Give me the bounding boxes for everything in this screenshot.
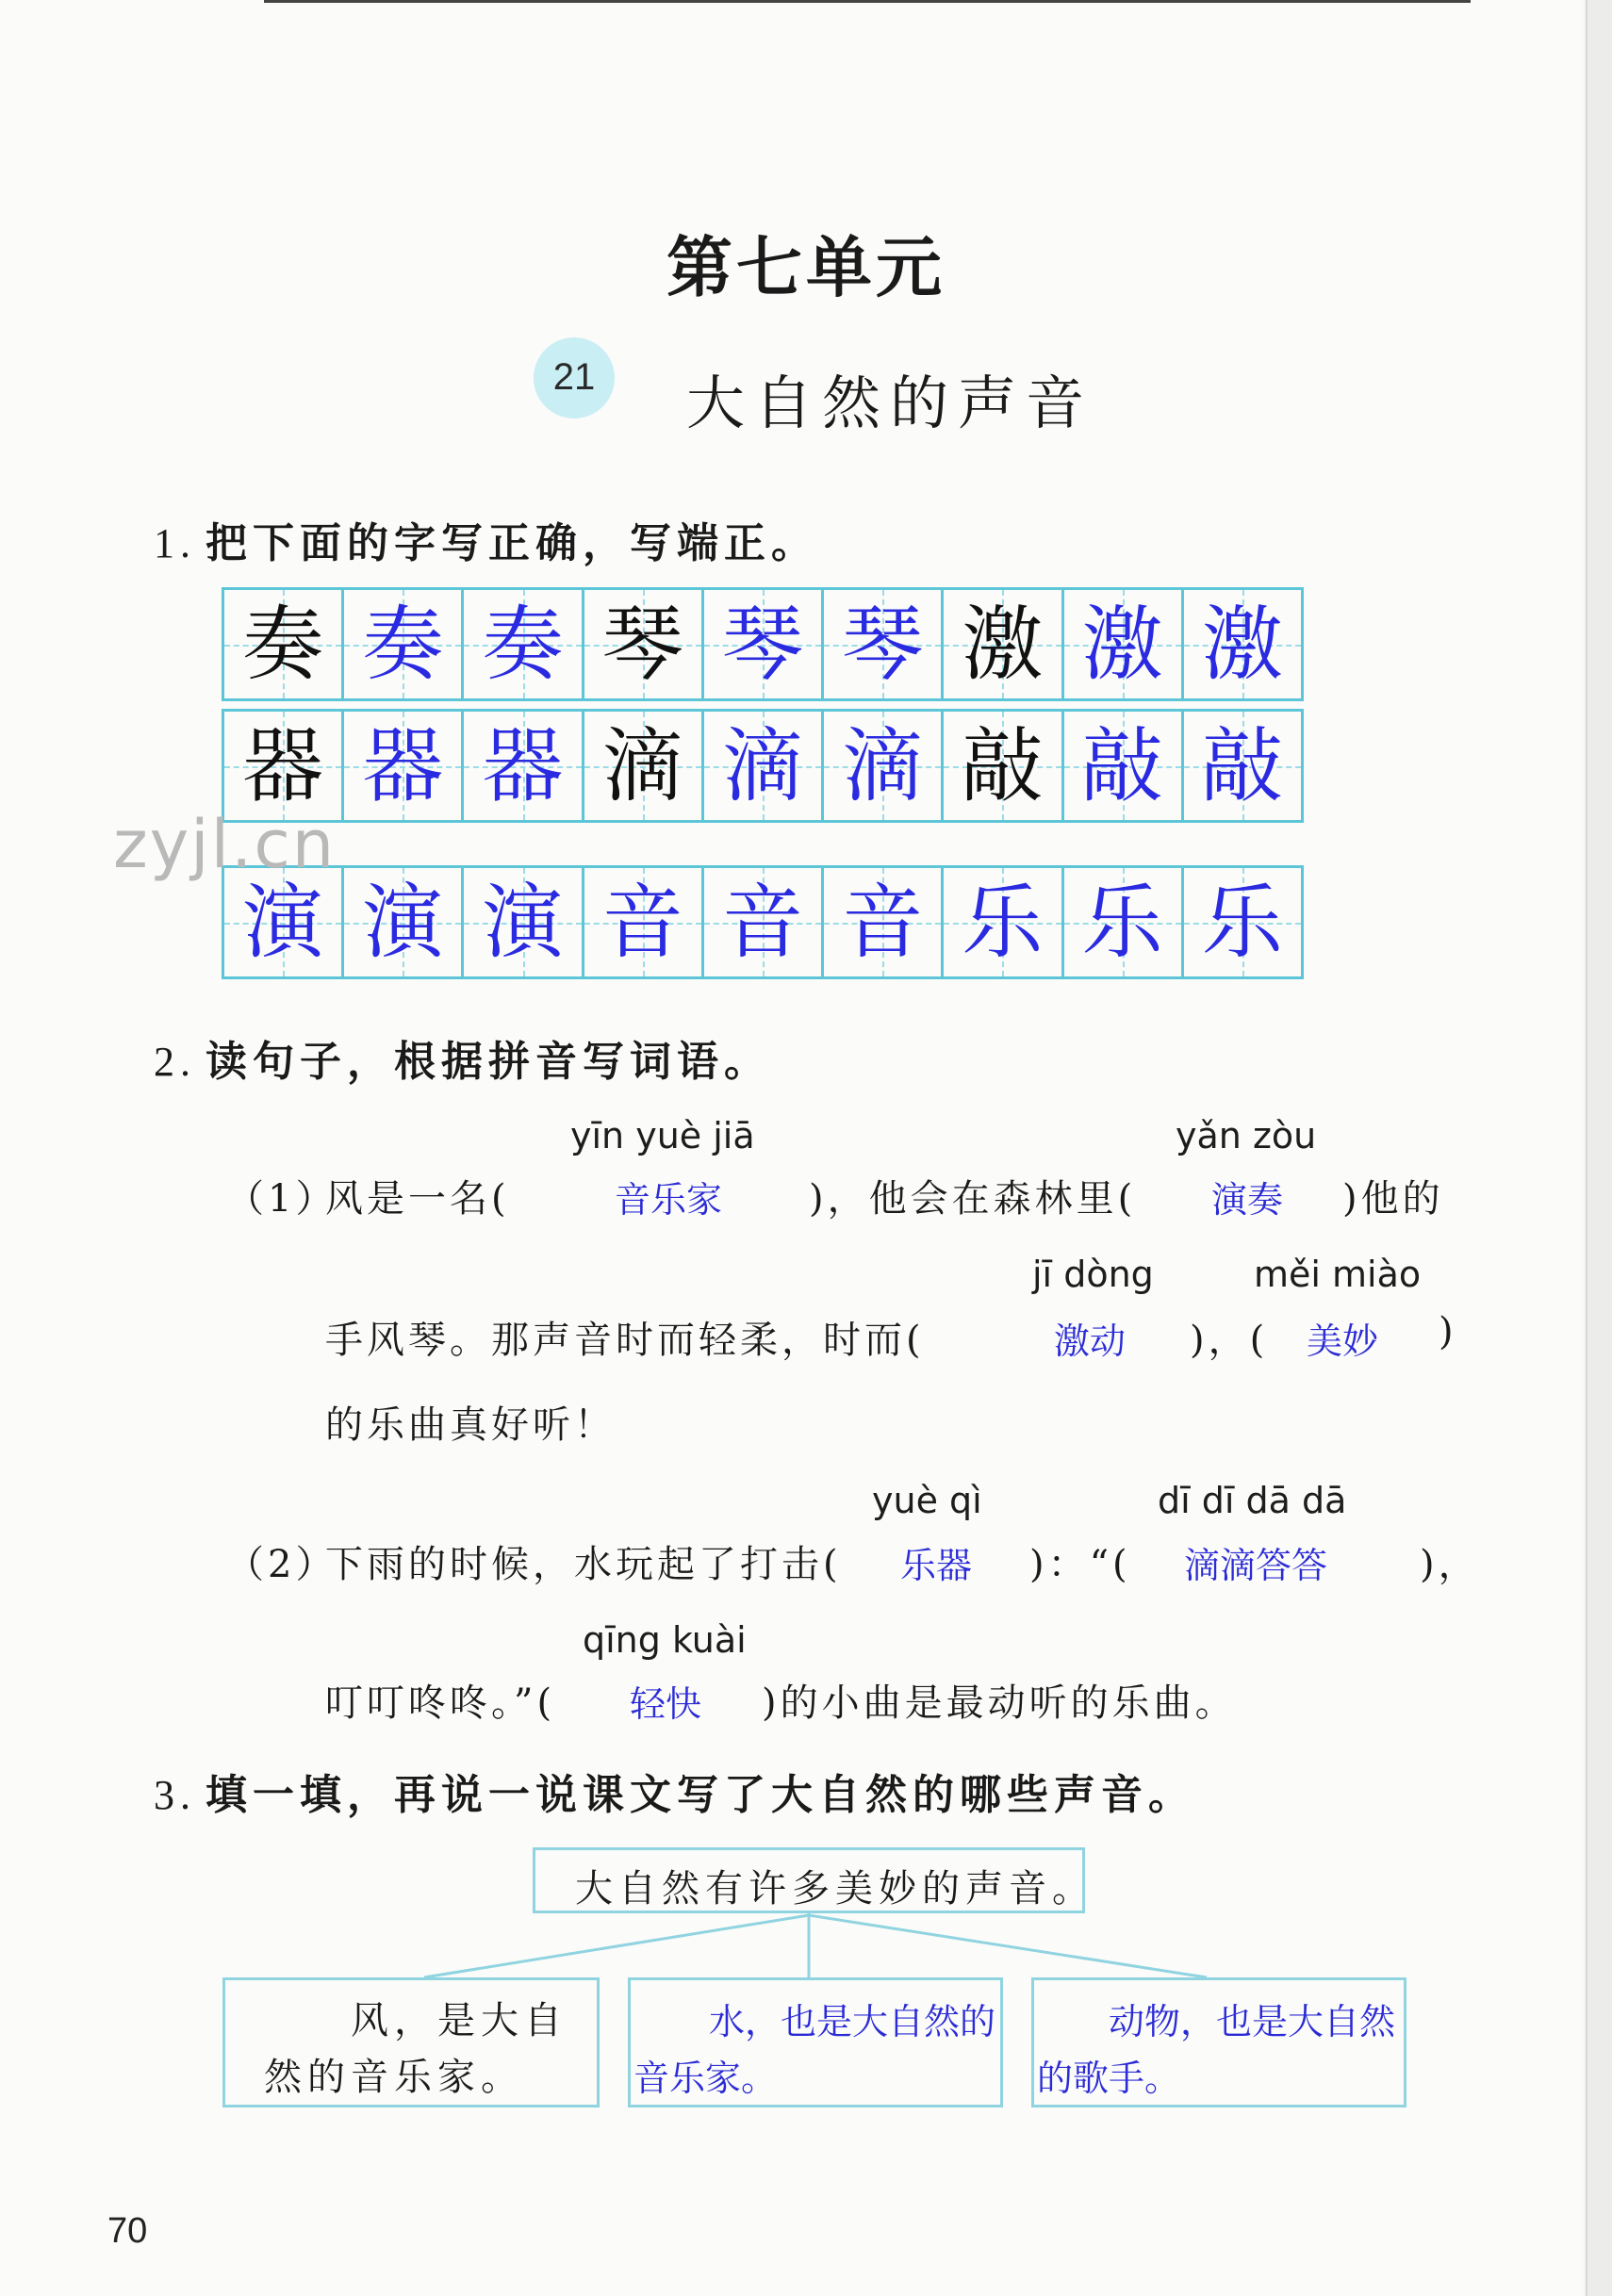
q3-text: 填一填，再说一说课文写了大自然的哪些声音。 xyxy=(206,1771,1195,1819)
grid-cell[interactable] xyxy=(341,868,461,976)
q1-number: 1. xyxy=(154,520,196,566)
grid-cell[interactable] xyxy=(341,590,461,698)
grid-cell[interactable] xyxy=(461,590,581,698)
handwritten-character: 音 xyxy=(721,875,803,970)
handwritten-character: 器 xyxy=(482,718,564,813)
handwritten-character: 敲 xyxy=(1081,718,1163,813)
handwritten-character: 琴 xyxy=(721,597,803,692)
answer-lively: 轻快 xyxy=(630,1683,702,1725)
top-rule xyxy=(264,0,1471,3)
model-character: 琴 xyxy=(601,597,683,692)
grid-cell[interactable] xyxy=(1181,712,1301,820)
grid-cell[interactable] xyxy=(1061,868,1181,976)
grid-cell[interactable] xyxy=(701,712,821,820)
q2-prompt xyxy=(154,1027,771,1088)
model-character: 激 xyxy=(962,597,1044,692)
pinyin-yinyuejia: yīn yuè jiā xyxy=(570,1115,755,1156)
writing-grid-row-1 xyxy=(222,587,1304,701)
grid-cell[interactable] xyxy=(461,868,581,976)
watermark: zyjl.cn xyxy=(113,806,337,883)
q2-1-line1-b: )，他会在森林里( xyxy=(809,1177,1137,1221)
box-wind-line2: 然的音乐家。 xyxy=(264,2056,524,2099)
handwritten-character: 琴 xyxy=(842,597,924,692)
handwritten-character: 演 xyxy=(242,875,324,970)
handwritten-character: 器 xyxy=(362,718,444,813)
page-edge xyxy=(1586,0,1612,2296)
grid-cell xyxy=(941,712,1061,820)
handwritten-character: 奏 xyxy=(482,597,564,692)
grid-cell xyxy=(941,590,1061,698)
q3-prompt xyxy=(154,1761,1195,1821)
q2-2-line2-b: )的小曲是最动听的乐曲。 xyxy=(762,1681,1237,1725)
q2-1-line1-a: 风是一名( xyxy=(325,1177,510,1221)
q2-number: 2. xyxy=(154,1039,196,1085)
q2-1-line2-a: 手风琴。那声音时而轻柔，时而( xyxy=(325,1319,925,1362)
answer-perform: 演奏 xyxy=(1211,1179,1284,1221)
q1-text: 把下面的字写正确，写端正。 xyxy=(206,519,818,567)
model-character: 敲 xyxy=(962,718,1044,813)
grid-cell[interactable] xyxy=(821,590,941,698)
q2-2-line1-a: 下雨的时候，水玩起了打击( xyxy=(325,1543,842,1586)
q1-prompt xyxy=(154,509,818,569)
pinyin-qingkuai: qīng kuài xyxy=(583,1619,747,1661)
pinyin-meimiao: měi miào xyxy=(1254,1254,1422,1295)
page-number: 70 xyxy=(107,2211,148,2251)
grid-cell[interactable] xyxy=(341,712,461,820)
handwritten-character: 滴 xyxy=(842,718,924,813)
grid-cell[interactable] xyxy=(1181,868,1301,976)
handwritten-character: 激 xyxy=(1201,597,1283,692)
grid-cell[interactable] xyxy=(941,868,1061,976)
grid-cell[interactable] xyxy=(582,868,701,976)
q2-1-line2-b: )，( xyxy=(1190,1319,1269,1362)
q2-text: 读句子，根据拼音写词语。 xyxy=(206,1038,771,1086)
q2-1-label: （1） xyxy=(226,1177,337,1221)
grid-cell[interactable] xyxy=(1061,712,1181,820)
pinyin-jidong: jī dòng xyxy=(1032,1254,1154,1295)
box-water-line2: 音乐家。 xyxy=(633,2058,778,2099)
q2-1-line2-c: ) xyxy=(1439,1310,1457,1353)
lesson-number: 21 xyxy=(552,356,596,398)
writing-grid-row-2 xyxy=(222,709,1304,823)
answer-beautiful: 美妙 xyxy=(1307,1320,1379,1362)
handwritten-character: 敲 xyxy=(1201,718,1283,813)
handwritten-character: 演 xyxy=(362,875,444,970)
lesson-title: 大自然的声音 xyxy=(686,369,1094,437)
handwritten-character: 演 xyxy=(482,875,564,970)
q2-2-line1-c: )， xyxy=(1420,1543,1480,1586)
q2-2-line2-a: 叮叮咚咚。”( xyxy=(325,1681,556,1725)
grid-cell[interactable] xyxy=(821,712,941,820)
pinyin-yueqi: yuè qì xyxy=(872,1480,982,1521)
unit-title: 第七单元 xyxy=(666,228,946,306)
handwritten-character: 音 xyxy=(842,875,924,970)
grid-cell[interactable] xyxy=(1061,590,1181,698)
pinyin-didida: dī dī dā dā xyxy=(1158,1480,1347,1521)
answer-musician: 音乐家 xyxy=(615,1179,723,1221)
handwritten-character: 滴 xyxy=(721,718,803,813)
grid-cell[interactable] xyxy=(701,868,821,976)
q2-1-line1-c: )他的 xyxy=(1342,1177,1444,1221)
grid-cell xyxy=(224,590,341,698)
grid-cell xyxy=(224,712,341,820)
handwritten-character: 激 xyxy=(1081,597,1163,692)
pinyin-yanzou: yǎn zòu xyxy=(1176,1115,1317,1156)
model-character: 器 xyxy=(242,718,324,813)
writing-grid-row-3 xyxy=(222,865,1304,979)
model-character: 奏 xyxy=(242,597,324,692)
handwritten-character: 音 xyxy=(601,875,683,970)
grid-cell[interactable] xyxy=(1181,590,1301,698)
grid-cell xyxy=(582,590,701,698)
handwritten-character: 乐 xyxy=(962,875,1044,970)
box-animals-line2: 的歌手。 xyxy=(1037,2058,1181,2099)
box-wind-line1: 风，是大自 xyxy=(351,1999,567,2042)
answer-excited: 激动 xyxy=(1054,1320,1127,1362)
grid-cell[interactable] xyxy=(821,868,941,976)
handwritten-character: 乐 xyxy=(1081,875,1163,970)
grid-cell[interactable] xyxy=(701,590,821,698)
handwritten-character: 奏 xyxy=(362,597,444,692)
answer-instrument: 乐器 xyxy=(900,1545,973,1586)
q2-2-line1-b: )：“( xyxy=(1029,1543,1131,1586)
q3-number: 3. xyxy=(154,1772,196,1818)
answer-didadida: 滴滴答答 xyxy=(1184,1545,1328,1586)
q2-1-line3: 的乐曲真好听！ xyxy=(325,1403,616,1447)
summary-text: 大自然有许多美妙的声音。 xyxy=(575,1867,1095,1911)
box-animals-line1: 动物，也是大自然 xyxy=(1109,2001,1396,2042)
box-water-line1: 水，也是大自然的 xyxy=(709,2001,996,2042)
model-character: 滴 xyxy=(601,718,683,813)
grid-cell[interactable] xyxy=(224,868,341,976)
q2-2-label: （2） xyxy=(226,1543,337,1586)
grid-cell xyxy=(582,712,701,820)
handwritten-character: 乐 xyxy=(1201,875,1283,970)
grid-cell[interactable] xyxy=(461,712,581,820)
